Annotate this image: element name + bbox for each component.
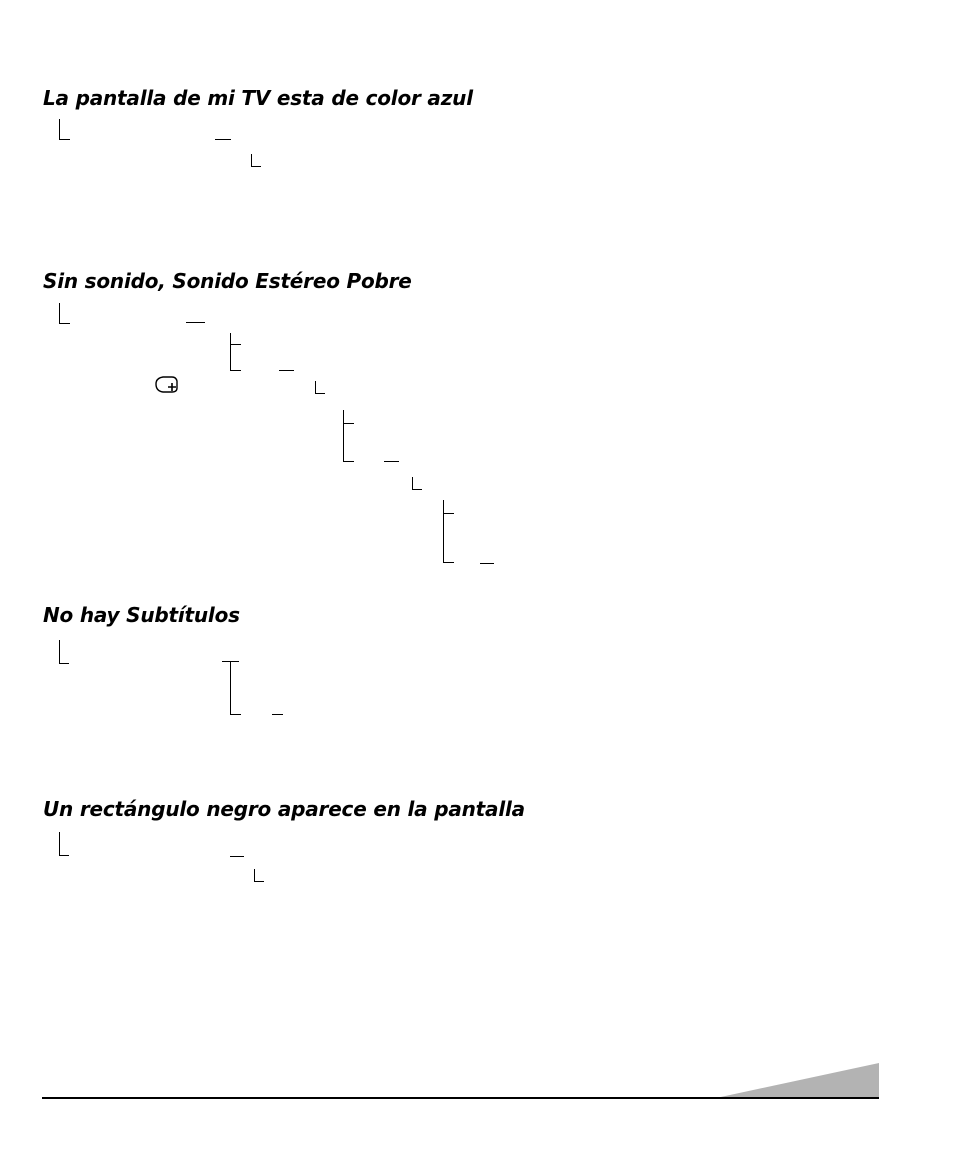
section-title: Un rectángulo negro aparece en la pantalla	[43, 797, 525, 821]
section-title: No hay Subtítulos	[43, 603, 240, 627]
section-title: La pantalla de mi TV esta de color azul	[43, 86, 473, 110]
speaker-plus-icon	[154, 375, 180, 395]
page-corner-wedge	[716, 1063, 880, 1099]
section-title: Sin sonido, Sonido Estéreo Pobre	[43, 269, 412, 293]
footer-rule	[42, 1097, 879, 1099]
